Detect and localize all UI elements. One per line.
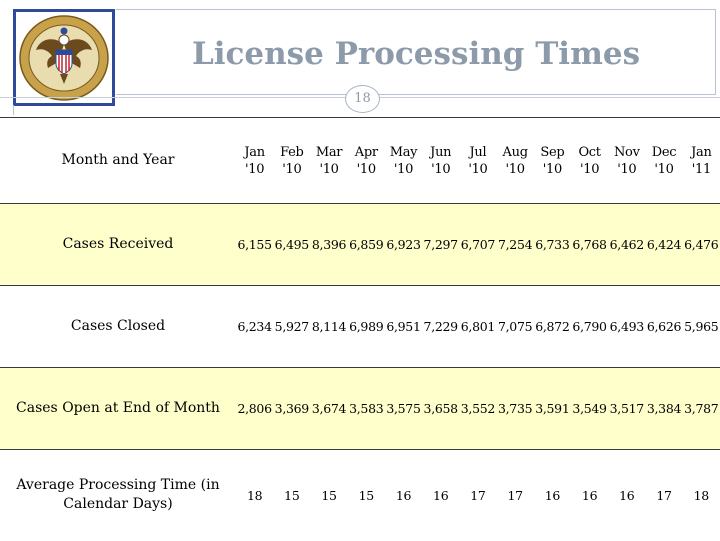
table-row <box>0 204 720 286</box>
table-cell: 3,591 <box>535 401 570 416</box>
table-cell: 16 <box>433 487 449 503</box>
table-cell: 17 <box>656 487 672 503</box>
table-cell: 18 <box>246 487 263 503</box>
frame-line <box>13 105 14 115</box>
table-cell: 6,859 <box>349 237 384 252</box>
table-cell: 7,254 <box>497 237 533 252</box>
table-cell: Jul '10 <box>468 144 488 177</box>
table-cell: 6,493 <box>609 319 644 334</box>
table-cell: 6,626 <box>646 319 682 334</box>
table-row <box>0 450 720 541</box>
department-seal-logo <box>13 9 115 106</box>
table-cell: Oct '10 <box>578 144 601 177</box>
table-cell: 3,384 <box>646 401 682 416</box>
table-cell: 6,424 <box>646 237 682 252</box>
table-cell: 6,790 <box>572 319 607 334</box>
table-cell: 18 <box>693 487 709 503</box>
table-cell: Jan '11 <box>691 144 712 177</box>
table-cell: Jun '10 <box>430 144 452 177</box>
table-cell: 7,297 <box>423 237 458 252</box>
table-cell: Feb '10 <box>280 144 304 177</box>
license-processing-table <box>0 117 720 541</box>
table-cell: 16 <box>395 487 412 503</box>
row-label: Cases Received <box>62 236 174 252</box>
table-cell: 3,517 <box>609 401 644 416</box>
table-row <box>0 118 720 204</box>
table-cell: 17 <box>470 487 486 503</box>
table-cell: 5,965 <box>684 319 719 334</box>
row-label: Cases Closed <box>70 318 166 334</box>
table-cell: 8,396 <box>311 237 347 252</box>
slide-number-badge: 18 <box>345 85 380 113</box>
table-cell: 3,735 <box>497 401 533 416</box>
page-title: License Processing Times <box>191 36 641 72</box>
table-cell: 15 <box>284 487 300 503</box>
table-cell: 3,369 <box>274 401 309 416</box>
table-cell: 3,552 <box>460 401 496 416</box>
table-cell: 6,462 <box>609 237 644 252</box>
row-label: Month and Year <box>61 152 175 168</box>
table-cell: 3,549 <box>572 401 607 416</box>
table-cell: 3,658 <box>423 401 458 416</box>
row-label: Average Processing Time (in Calendar Days) <box>16 477 220 513</box>
table-cell: 7,075 <box>497 319 533 334</box>
table-cell: 8,114 <box>311 319 347 334</box>
table-cell: 15 <box>321 487 337 503</box>
table-cell: 2,806 <box>237 401 272 416</box>
table-cell: Nov '10 <box>613 144 640 177</box>
table-cell: 6,951 <box>386 319 421 334</box>
table-cell: 16 <box>581 487 598 503</box>
table-cell: 6,923 <box>386 237 421 252</box>
table-cell: 6,495 <box>274 237 309 252</box>
table-cell: Dec '10 <box>651 144 677 177</box>
table-cell: Jan '10 <box>244 144 265 177</box>
table-cell: 6,155 <box>237 237 272 252</box>
table-cell: 17 <box>507 487 523 503</box>
table-cell: 6,476 <box>684 237 719 252</box>
table-cell: Mar '10 <box>315 144 343 177</box>
table-cell: Apr '10 <box>354 144 378 177</box>
table-cell: 6,733 <box>535 237 570 252</box>
table-row <box>0 286 720 368</box>
table-cell: 6,768 <box>572 237 607 252</box>
table-cell: 3,583 <box>349 401 384 416</box>
table-cell: 6,872 <box>535 319 570 334</box>
table-cell: 3,674 <box>311 401 347 416</box>
seal-icon <box>18 14 110 102</box>
table-cell: 3,787 <box>684 401 719 416</box>
table-cell: Aug '10 <box>502 144 528 177</box>
table-cell: 6,801 <box>460 319 496 334</box>
table-cell: May '10 <box>389 144 418 177</box>
table-cell: 6,707 <box>460 237 496 252</box>
row-label: Cases Open at End of Month <box>16 400 220 416</box>
table-cell: Sep '10 <box>540 144 565 177</box>
table-cell: 6,234 <box>237 319 272 334</box>
table-cell: 3,575 <box>386 401 421 416</box>
table-cell: 16 <box>544 487 561 503</box>
table-row <box>0 368 720 450</box>
table-cell: 5,927 <box>274 319 309 334</box>
table-cell: 16 <box>619 487 635 503</box>
table-cell: 6,989 <box>349 319 384 334</box>
table-cell: 7,229 <box>423 319 458 334</box>
table-cell: 15 <box>358 487 374 503</box>
